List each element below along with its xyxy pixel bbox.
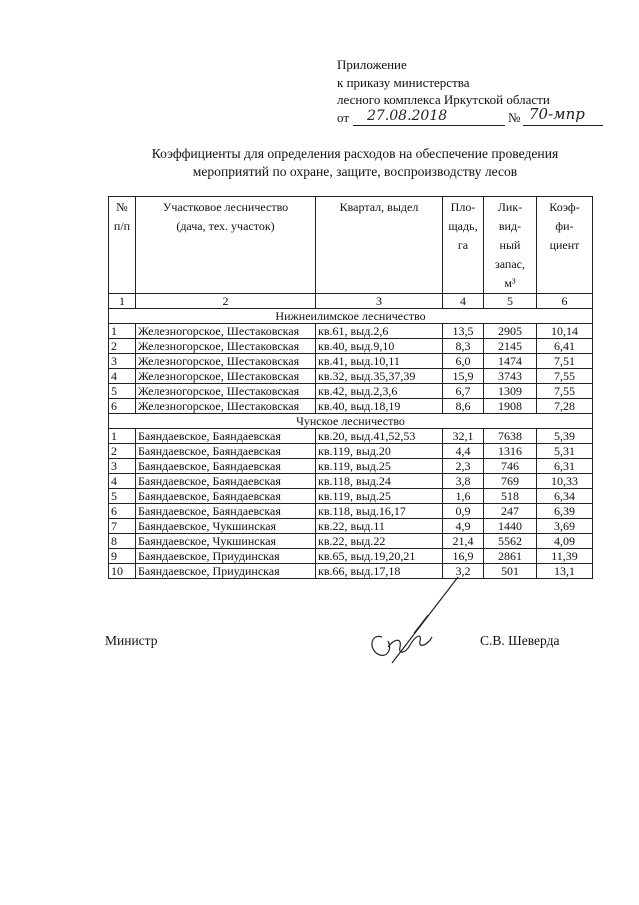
stock-value: 1316 (484, 444, 537, 459)
table-row (109, 549, 593, 564)
row-number: 4 (109, 369, 136, 384)
table-row (109, 474, 593, 489)
area-value: 13,5 (443, 324, 484, 339)
stock-value: 769 (484, 474, 537, 489)
section-name: Чунское лесничество (109, 414, 593, 429)
coefficient-value: 10,14 (537, 324, 593, 339)
section-header-row (109, 414, 593, 429)
coefficient-value: 7,28 (537, 399, 593, 414)
coefficient-value: 4,09 (537, 534, 593, 549)
document-title (100, 145, 610, 181)
forest-site: Баяндаевское, Баяндаевская (136, 429, 316, 444)
forest-site: Баяндаевское, Чукшинская (136, 534, 316, 549)
quarter-plot: кв.20, выд.41,52,53 (316, 429, 443, 444)
table-row (109, 399, 593, 414)
quarter-plot: кв.22, выд.22 (316, 534, 443, 549)
coefficient-value: 7,55 (537, 384, 593, 399)
row-number: 5 (109, 489, 136, 504)
area-value: 1,6 (443, 489, 484, 504)
header-num: № п/п (109, 197, 136, 294)
appendix-line-1: Приложение (337, 57, 407, 72)
coefficient-value: 11,39 (537, 549, 593, 564)
section-name: Нижнеилимское лесничество (109, 309, 593, 324)
stock-value: 501 (484, 564, 537, 579)
stock-value: 2905 (484, 324, 537, 339)
appendix-line-3: лесного комплекса Иркутской области (337, 92, 550, 107)
column-numbers-row (109, 294, 593, 309)
row-number: 10 (109, 564, 136, 579)
area-value: 4,4 (443, 444, 484, 459)
row-number: 7 (109, 519, 136, 534)
coefficient-value: 7,55 (537, 369, 593, 384)
table-row (109, 519, 593, 534)
quarter-plot: кв.22, выд.11 (316, 519, 443, 534)
table-row (109, 429, 593, 444)
header-area: Пло- щадь, га (443, 197, 484, 294)
coefficient-value: 10,33 (537, 474, 593, 489)
table-row (109, 369, 593, 384)
area-value: 2,3 (443, 459, 484, 474)
stock-value: 1474 (484, 354, 537, 369)
forest-site: Железногорское, Шестаковская (136, 369, 316, 384)
area-value: 6,0 (443, 354, 484, 369)
order-number-handwritten: 70-мпр (529, 104, 585, 123)
area-value: 3,8 (443, 474, 484, 489)
table-row (109, 444, 593, 459)
area-value: 15,9 (443, 369, 484, 384)
coefficient-value: 5,31 (537, 444, 593, 459)
area-value: 3,2 (443, 564, 484, 579)
quarter-plot: кв.41, выд.10,11 (316, 354, 443, 369)
forest-site: Железногорское, Шестаковская (136, 339, 316, 354)
minister-title: Министр (105, 633, 158, 648)
header-site: Участковое лесничество (дача, тех. участок) (136, 197, 316, 294)
quarter-plot: кв.119, выд.25 (316, 459, 443, 474)
title-line-2: мероприятий по охране, защите, воспроизводству лесов (192, 164, 518, 179)
forest-site: Баяндаевское, Чукшинская (136, 519, 316, 534)
stock-value: 1309 (484, 384, 537, 399)
table-row (109, 489, 593, 504)
stock-value: 7638 (484, 429, 537, 444)
table-row (109, 564, 593, 579)
coefficient-value: 6,41 (537, 339, 593, 354)
forest-site: Баяндаевское, Баяндаевская (136, 504, 316, 519)
forest-site: Железногорское, Шестаковская (136, 399, 316, 414)
appendix-block (337, 56, 607, 129)
coefficient-value: 13,1 (537, 564, 593, 579)
number-prefix: № (508, 109, 521, 125)
row-number: 6 (109, 399, 136, 414)
stock-value: 1908 (484, 399, 537, 414)
stock-value: 5562 (484, 534, 537, 549)
header-coef: Коэф- фи- циент (537, 197, 593, 294)
table-row (109, 504, 593, 519)
col-number: 1 (109, 294, 136, 309)
col-number: 6 (537, 294, 593, 309)
col-number: 5 (484, 294, 537, 309)
forest-site: Баяндаевское, Баяндаевская (136, 474, 316, 489)
area-value: 4,9 (443, 519, 484, 534)
row-number: 3 (109, 354, 136, 369)
quarter-plot: кв.65, выд.19,20,21 (316, 549, 443, 564)
number-underline (523, 125, 603, 126)
table-body (109, 294, 593, 579)
stock-value: 746 (484, 459, 537, 474)
header-quarter: Квартал, выдел (316, 197, 443, 294)
area-value: 21,4 (443, 534, 484, 549)
appendix-line-2: к приказу министерства (337, 74, 470, 90)
coefficient-value: 6,39 (537, 504, 593, 519)
area-value: 6,7 (443, 384, 484, 399)
coefficient-value: 6,34 (537, 489, 593, 504)
quarter-plot: кв.40, выд.9,10 (316, 339, 443, 354)
header-row (109, 197, 593, 294)
row-number: 5 (109, 384, 136, 399)
quarter-plot: кв.42, выд.2,3,6 (316, 384, 443, 399)
stock-value: 2145 (484, 339, 537, 354)
area-value: 32,1 (443, 429, 484, 444)
col-number: 2 (136, 294, 316, 309)
coefficient-value: 3,69 (537, 519, 593, 534)
signer-name: С.В. Шеверда (480, 633, 560, 648)
forest-site: Железногорское, Шестаковская (136, 324, 316, 339)
row-number: 1 (109, 324, 136, 339)
row-number: 6 (109, 504, 136, 519)
area-value: 0,9 (443, 504, 484, 519)
quarter-plot: кв.61, выд.2,6 (316, 324, 443, 339)
area-value: 8,6 (443, 399, 484, 414)
section-header-row (109, 309, 593, 324)
table-row (109, 384, 593, 399)
stock-value: 2861 (484, 549, 537, 564)
table-row (109, 534, 593, 549)
table-row (109, 339, 593, 354)
quarter-plot: кв.119, выд.20 (316, 444, 443, 459)
title-line-1: Коэффициенты для определения расходов на обеспечение проведения (151, 146, 559, 161)
forest-site: Железногорское, Шестаковская (136, 354, 316, 369)
col-number: 4 (443, 294, 484, 309)
coefficient-value: 7,51 (537, 354, 593, 369)
row-number: 2 (109, 339, 136, 354)
forest-site: Баяндаевское, Баяндаевская (136, 489, 316, 504)
area-value: 16,9 (443, 549, 484, 564)
area-value: 8,3 (443, 339, 484, 354)
row-number: 9 (109, 549, 136, 564)
row-number: 3 (109, 459, 136, 474)
header-stock: Лик- вид- ный запас, м³ (484, 197, 537, 294)
table-row (109, 459, 593, 474)
coefficient-value: 5,39 (537, 429, 593, 444)
table-row (109, 354, 593, 369)
quarter-plot: кв.32, выд.35,37,39 (316, 369, 443, 384)
forest-site: Железногорское, Шестаковская (136, 384, 316, 399)
forest-site: Баяндаевское, Баяндаевская (136, 459, 316, 474)
quarter-plot: кв.66, выд.17,18 (316, 564, 443, 579)
row-number: 1 (109, 429, 136, 444)
col-number: 3 (316, 294, 443, 309)
coefficients-table (108, 196, 593, 579)
signature-image (362, 575, 472, 665)
date-prefix: от (337, 109, 350, 125)
forest-site: Баяндаевское, Баяндаевская (136, 444, 316, 459)
coefficient-value: 6,31 (537, 459, 593, 474)
stock-value: 247 (484, 504, 537, 519)
order-date-line (337, 104, 607, 129)
row-number: 4 (109, 474, 136, 489)
stock-value: 3743 (484, 369, 537, 384)
stock-value: 1440 (484, 519, 537, 534)
quarter-plot: кв.118, выд.24 (316, 474, 443, 489)
order-date-handwritten: 27.08.2018 (367, 107, 448, 124)
quarter-plot: кв.40, выд.18,19 (316, 399, 443, 414)
row-number: 8 (109, 534, 136, 549)
table-row (109, 324, 593, 339)
forest-site: Баяндаевское, Приудинская (136, 549, 316, 564)
quarter-plot: кв.118, выд.16,17 (316, 504, 443, 519)
forest-site: Баяндаевское, Приудинская (136, 564, 316, 579)
stock-value: 518 (484, 489, 537, 504)
row-number: 2 (109, 444, 136, 459)
quarter-plot: кв.119, выд.25 (316, 489, 443, 504)
